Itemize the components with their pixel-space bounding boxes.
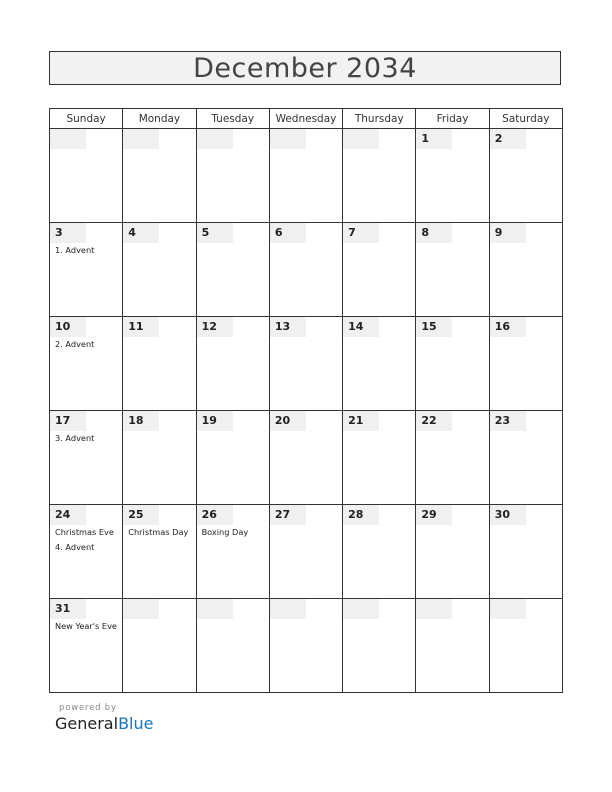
- day-cell: [50, 129, 123, 223]
- calendar-body: [50, 129, 563, 693]
- event-label: 1. Advent: [55, 245, 95, 255]
- day-events: [55, 339, 119, 354]
- day-number: 4: [123, 223, 159, 243]
- weekday-header: Wednesday: [269, 109, 342, 129]
- event-label: Christmas Eve: [55, 527, 114, 537]
- calendar-title-box: [49, 51, 561, 85]
- day-cell: [123, 129, 196, 223]
- day-number: 25: [123, 505, 159, 525]
- day-cell: [416, 599, 489, 693]
- day-number: 24: [50, 505, 86, 525]
- weekday-header: Friday: [416, 109, 489, 129]
- day-cell: [123, 223, 196, 317]
- day-number: 28: [343, 505, 379, 525]
- day-cell: [196, 599, 269, 693]
- day-cell: [269, 599, 342, 693]
- day-events: [202, 527, 266, 542]
- day-number: 22: [416, 411, 452, 431]
- day-cell: [416, 317, 489, 411]
- week-row: [50, 505, 563, 599]
- event-label: Christmas Day: [128, 527, 189, 537]
- event-label: 3. Advent: [55, 433, 95, 443]
- day-number: 23: [490, 411, 526, 431]
- brand-general: General: [55, 714, 119, 733]
- day-cell: [416, 411, 489, 505]
- day-cell: [416, 223, 489, 317]
- day-cell: [123, 599, 196, 693]
- day-events: [55, 245, 119, 260]
- day-cell: [343, 317, 416, 411]
- day-number: [123, 129, 159, 149]
- day-number: 17: [50, 411, 86, 431]
- day-number: [416, 599, 452, 619]
- day-cell: [196, 317, 269, 411]
- day-number: 30: [490, 505, 526, 525]
- event-label: 2. Advent: [55, 339, 95, 349]
- day-cell: [489, 411, 562, 505]
- day-number: [343, 129, 379, 149]
- day-number: [490, 599, 526, 619]
- day-events: [55, 433, 119, 448]
- day-cell: [343, 411, 416, 505]
- week-row: [50, 317, 563, 411]
- day-events: [128, 527, 192, 542]
- day-number: 12: [197, 317, 233, 337]
- day-number: [123, 599, 159, 619]
- day-cell: [269, 411, 342, 505]
- day-cell: [123, 411, 196, 505]
- day-cell: [123, 505, 196, 599]
- day-cell: [269, 129, 342, 223]
- weekday-header: Tuesday: [196, 109, 269, 129]
- day-number: 13: [270, 317, 306, 337]
- weekday-header: Thursday: [343, 109, 416, 129]
- day-number: 6: [270, 223, 306, 243]
- day-number: 9: [490, 223, 526, 243]
- day-number: 14: [343, 317, 379, 337]
- brand-blue: Blue: [118, 714, 154, 733]
- day-cell: [343, 505, 416, 599]
- day-cell: [50, 317, 123, 411]
- week-row: [50, 411, 563, 505]
- day-number: 1: [416, 129, 452, 149]
- day-number: 18: [123, 411, 159, 431]
- day-cell: [489, 223, 562, 317]
- calendar-title: December 2034: [193, 52, 417, 84]
- day-cell: [343, 223, 416, 317]
- day-cell: [196, 129, 269, 223]
- day-number: [270, 129, 306, 149]
- day-cell: [489, 129, 562, 223]
- event-label: Boxing Day: [201, 527, 249, 537]
- week-row: [50, 223, 563, 317]
- day-cell: [50, 223, 123, 317]
- event-label: New Year's Eve: [55, 621, 117, 631]
- day-number: 10: [50, 317, 86, 337]
- week-row: [50, 599, 563, 693]
- day-number: 19: [197, 411, 233, 431]
- day-cell: [416, 129, 489, 223]
- day-number: 5: [197, 223, 233, 243]
- day-cell: [269, 223, 342, 317]
- day-number: [50, 129, 86, 149]
- day-number: 29: [416, 505, 452, 525]
- day-number: 20: [270, 411, 306, 431]
- day-cell: [343, 599, 416, 693]
- event-label: 4. Advent: [55, 542, 95, 552]
- day-cell: [343, 129, 416, 223]
- day-number: 3: [50, 223, 86, 243]
- day-cell: [196, 223, 269, 317]
- day-cell: [50, 505, 123, 599]
- day-cell: [196, 411, 269, 505]
- day-number: 31: [50, 599, 86, 619]
- week-row: [50, 129, 563, 223]
- powered-by-text: powered by: [59, 703, 117, 713]
- day-cell: [489, 599, 562, 693]
- day-number: 26: [197, 505, 233, 525]
- day-cell: [50, 411, 123, 505]
- weekday-header-row: [50, 109, 563, 129]
- day-cell: [196, 505, 269, 599]
- weekday-header: Sunday: [50, 109, 123, 129]
- day-number: 2: [490, 129, 526, 149]
- footer-branding: [55, 703, 153, 733]
- day-cell: [489, 505, 562, 599]
- day-cell: [123, 317, 196, 411]
- day-cell: [269, 317, 342, 411]
- day-number: 21: [343, 411, 379, 431]
- day-cell: [269, 505, 342, 599]
- brand-logo: [55, 714, 153, 733]
- weekday-header: Monday: [123, 109, 196, 129]
- day-cell: [489, 317, 562, 411]
- day-number: 27: [270, 505, 306, 525]
- day-number: [270, 599, 306, 619]
- day-number: 8: [416, 223, 452, 243]
- day-number: 16: [490, 317, 526, 337]
- day-number: 7: [343, 223, 379, 243]
- day-events: [55, 621, 119, 636]
- day-cell: [50, 599, 123, 693]
- weekday-header: Saturday: [489, 109, 562, 129]
- day-number: 15: [416, 317, 452, 337]
- day-cell: [416, 505, 489, 599]
- day-number: 11: [123, 317, 159, 337]
- day-number: [197, 129, 233, 149]
- day-number: [343, 599, 379, 619]
- calendar-grid: [49, 108, 563, 693]
- day-events: [55, 527, 119, 557]
- day-number: [197, 599, 233, 619]
